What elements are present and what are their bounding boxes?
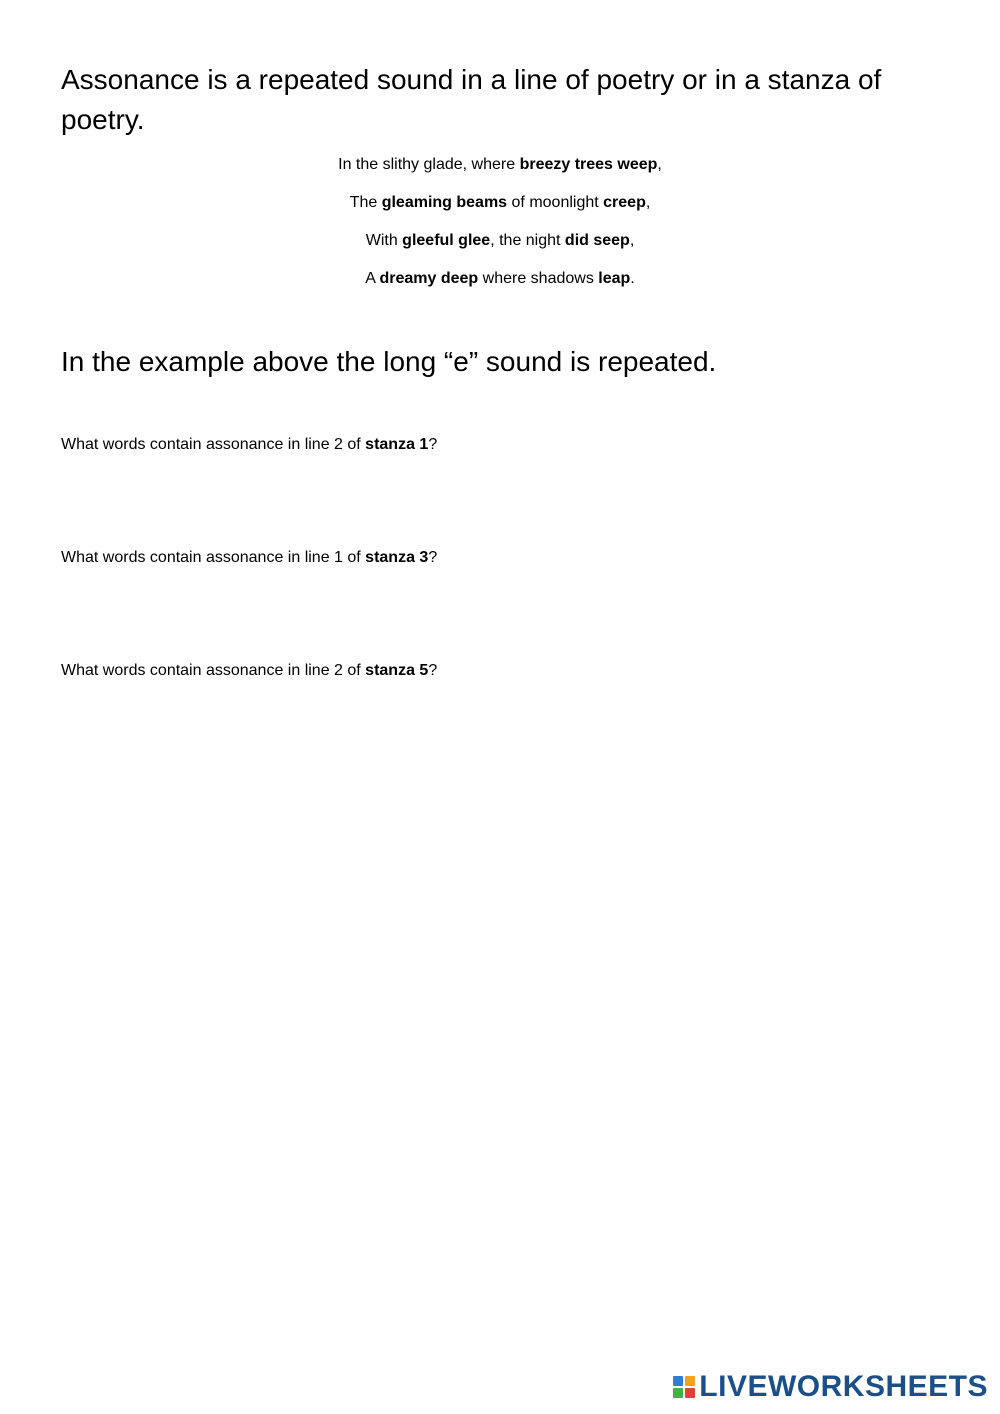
poem-text: , <box>645 194 651 211</box>
poem-text: , <box>657 156 662 173</box>
question-stanza: stanza 1 <box>365 436 429 453</box>
question-text: What words contain assonance in line 1 of <box>61 549 366 566</box>
logo-mark-icon <box>673 1376 695 1398</box>
poem-text: where shadows <box>478 270 599 287</box>
logo-tile <box>685 1376 695 1386</box>
question-mark: ? <box>428 662 438 679</box>
logo-tile <box>685 1388 695 1398</box>
poem-text: . <box>630 270 635 287</box>
logo-tile <box>673 1376 683 1386</box>
poem-text: The <box>349 194 382 211</box>
poem <box>0 152 1000 304</box>
example-note: In the example above the long “e” sound is repeated. <box>61 346 717 377</box>
poem-bold-words: gleeful glee <box>402 232 491 249</box>
question-1 <box>61 433 437 457</box>
question-text: What words contain assonance in line 2 of <box>61 436 366 453</box>
question-3 <box>61 659 437 683</box>
poem-bold-words: gleaming beams <box>381 194 508 211</box>
question-stanza: stanza 3 <box>365 549 429 566</box>
poem-bold-words: creep <box>603 194 646 211</box>
poem-bold-words: did seep <box>564 232 630 249</box>
poem-line <box>0 152 1000 190</box>
poem-line <box>0 190 1000 228</box>
logo-tile <box>673 1388 683 1398</box>
poem-text: With <box>365 232 403 249</box>
question-mark: ? <box>428 436 438 453</box>
liveworksheets-logo <box>673 1370 988 1404</box>
poem-bold-words: leap <box>598 270 631 287</box>
question-text: What words contain assonance in line 2 of <box>61 662 366 679</box>
logo-text: LIVEWORKSHEETS <box>699 1370 988 1403</box>
question-mark: ? <box>428 549 438 566</box>
poem-text: In the slithy glade, where <box>338 156 520 173</box>
poem-line <box>0 266 1000 304</box>
poem-bold-words: breezy trees weep <box>519 156 658 173</box>
poem-text: , the night <box>490 232 565 249</box>
question-2 <box>61 546 437 570</box>
question-stanza: stanza 5 <box>365 662 429 679</box>
poem-text: , <box>629 232 635 249</box>
poem-line <box>0 228 1000 266</box>
poem-bold-words: dreamy deep <box>379 270 479 287</box>
poem-text: of moonlight <box>507 194 604 211</box>
poem-text: A <box>365 270 380 287</box>
intro-text: Assonance is a repeated sound in a line of poetry or in a stanza of poetry. <box>61 64 882 135</box>
